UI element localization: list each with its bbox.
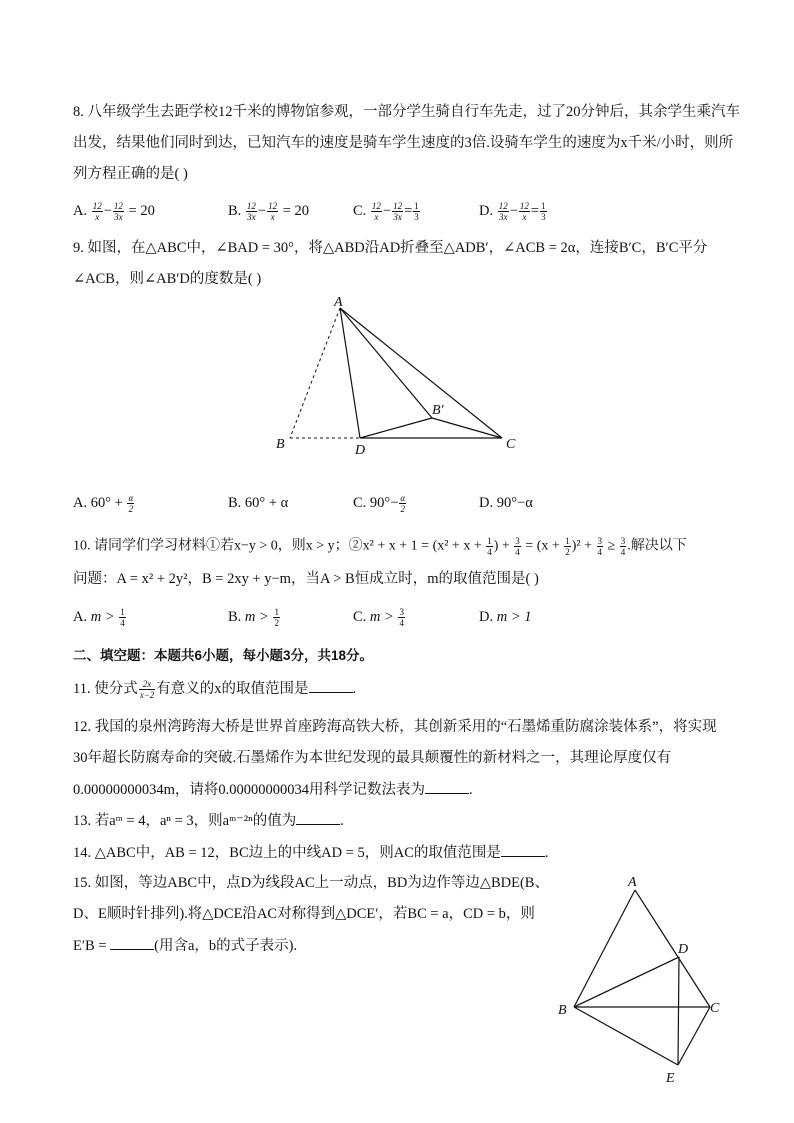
q9-label-b1: B′ — [432, 403, 444, 418]
q9-label-b: B — [276, 437, 285, 452]
q15-line-ce — [678, 1007, 710, 1065]
q9-line-1: 9. 如图，在△ABC中，∠BAD = 30°，将△ABD沿AD折叠至△ADB′，∠ACB = 2α，连接B′C，B′C平分 — [73, 240, 708, 256]
q14-answer-blank[interactable] — [501, 842, 545, 857]
q15-line-d-e1 — [574, 957, 679, 1007]
q8-line-2: 出发，结果他们同时到达，已知汽车的速度是骑车学生速度的3倍.设骑车学生的速度为x千米/小时，则所 — [73, 135, 734, 151]
q9-line-ac — [340, 308, 502, 438]
q15-answer-blank[interactable] — [110, 935, 154, 950]
q10-line-2: 问题：A = x² + 2y²，B = 2xy + y−m，当A > B恒成立时，m的取值范围是( ) — [73, 571, 539, 587]
q11-answer-blank[interactable] — [309, 678, 353, 693]
q8-option-d[interactable]: D. $\frac{12}{3x}$ − $\frac{12}{x}$ = $\frac{1}{3}$ — [479, 201, 546, 223]
q15-line-ac — [635, 890, 710, 1007]
q8-option-c[interactable]: C. $\frac{12}{x}$ − $\frac{12}{3x}$ = $\frac{1}{3}$ — [353, 201, 419, 223]
q15-label-e: E — [666, 1071, 675, 1086]
q12-answer-blank[interactable] — [425, 779, 469, 794]
q15-line-1: 15. 如图，等边ABC中，点D为线段AC上一动点，BD为边作等边△BDE(B、 — [73, 875, 549, 891]
section-2-heading: 二、填空题：本题共6小题，每小题3分，共18分。 — [73, 648, 374, 663]
q9-figure — [270, 292, 530, 462]
q15-line-be — [574, 1007, 678, 1065]
q15-label-b: B — [558, 1003, 567, 1018]
q8-line-1: 8. 八年级学生去距学校12千米的博物馆参观，一部分学生骑自行车先走，过了20分钟后，其余学生乘汽车 — [73, 104, 740, 120]
q9-line-b1c — [432, 418, 502, 438]
q11-line: 11. 使分式 $\frac{2x}{x-2}$ 有意义的x的取值范围是 . — [73, 679, 357, 701]
q10-option-a[interactable]: A. m > $\frac{1}{4}$ — [73, 607, 125, 629]
q9-option-b[interactable]: B. 60° + α — [228, 495, 289, 511]
q9-line-ab — [290, 308, 340, 438]
q12-line-1: 12. 我国的泉州湾跨海大桥是世界首座跨海高铁大桥，其创新采用的“石墨烯重防腐涂装体系”，将实现 — [73, 719, 717, 735]
q9-line-2: ∠ACB，则∠AB′D的度数是( ) — [73, 271, 262, 287]
q9-option-c[interactable]: C. 90°− $\frac{\alpha}{2}$ — [353, 493, 406, 515]
q15-line-de — [678, 957, 679, 1065]
q15-label-a: A — [628, 875, 637, 890]
q9-option-d[interactable]: D. 90°−α — [479, 495, 533, 511]
q15-line-ab — [574, 890, 635, 1007]
q9-label-a: A — [334, 295, 343, 310]
q12-line-3: 0.00000000034m，请将0.00000000034用科学记数法表为 . — [73, 779, 473, 800]
q10-option-d[interactable]: D. m > 1 — [479, 609, 532, 625]
q10-option-c[interactable]: C. m > $\frac{3}{4}$ — [353, 607, 404, 629]
q8-line-3: 列方程正确的是( ) — [73, 166, 188, 182]
q15-line-3: E′B = (用含a，b的式子表示). — [73, 935, 297, 956]
q9-option-a[interactable]: A. 60° + $\frac{\alpha}{2}$ — [73, 493, 134, 515]
q13-line: 13. 若aᵐ = 4，aⁿ = 3，则aᵐ⁻²ⁿ的值为 . — [73, 810, 344, 831]
q9-label-d: D — [355, 443, 366, 458]
q10-option-b[interactable]: B. m > $\frac{1}{2}$ — [228, 607, 279, 629]
q14-line: 14. △ABC中，AB = 12，BC边上的中线AD = 5，则AC的取值范围是 . — [73, 842, 549, 863]
q10-line-1: 10. 请同学们学习材料①若x−y > 0，则x > y；②x² + x + 1 = (x² + x + $\frac{1}{4}$ ) + $\frac{3}{4}$ = (x + $\frac{1}{2}$ )² + $\frac{3}{4}$ ≥ $\frac{3}{4}$ .解决以下 — [73, 536, 687, 557]
q8-option-b[interactable]: B. $\frac{12}{3x}$ − $\frac{12}{x}$ = 20 — [228, 201, 310, 223]
q13-answer-blank[interactable] — [296, 810, 340, 825]
q9-line-db1 — [360, 418, 432, 438]
q15-label-d: D — [678, 942, 689, 957]
q9-label-c: C — [506, 437, 516, 452]
q15-figure — [550, 870, 730, 1090]
q15-line-2: D、E顺时针排列).将△DCE沿AC对称得到△DCE′，若BC = a，CD = b，则 — [73, 906, 535, 922]
q8-option-a[interactable]: A. $\frac{12}{x}$ − $\frac{12}{3x}$ = 20 — [73, 201, 155, 223]
q12-line-2: 30年超长防腐寿命的突破.石墨烯作为本世纪发现的最具颠覆性的新材料之一，其理论厚度仅有 — [73, 750, 672, 766]
q15-label-c: C — [710, 1001, 720, 1016]
